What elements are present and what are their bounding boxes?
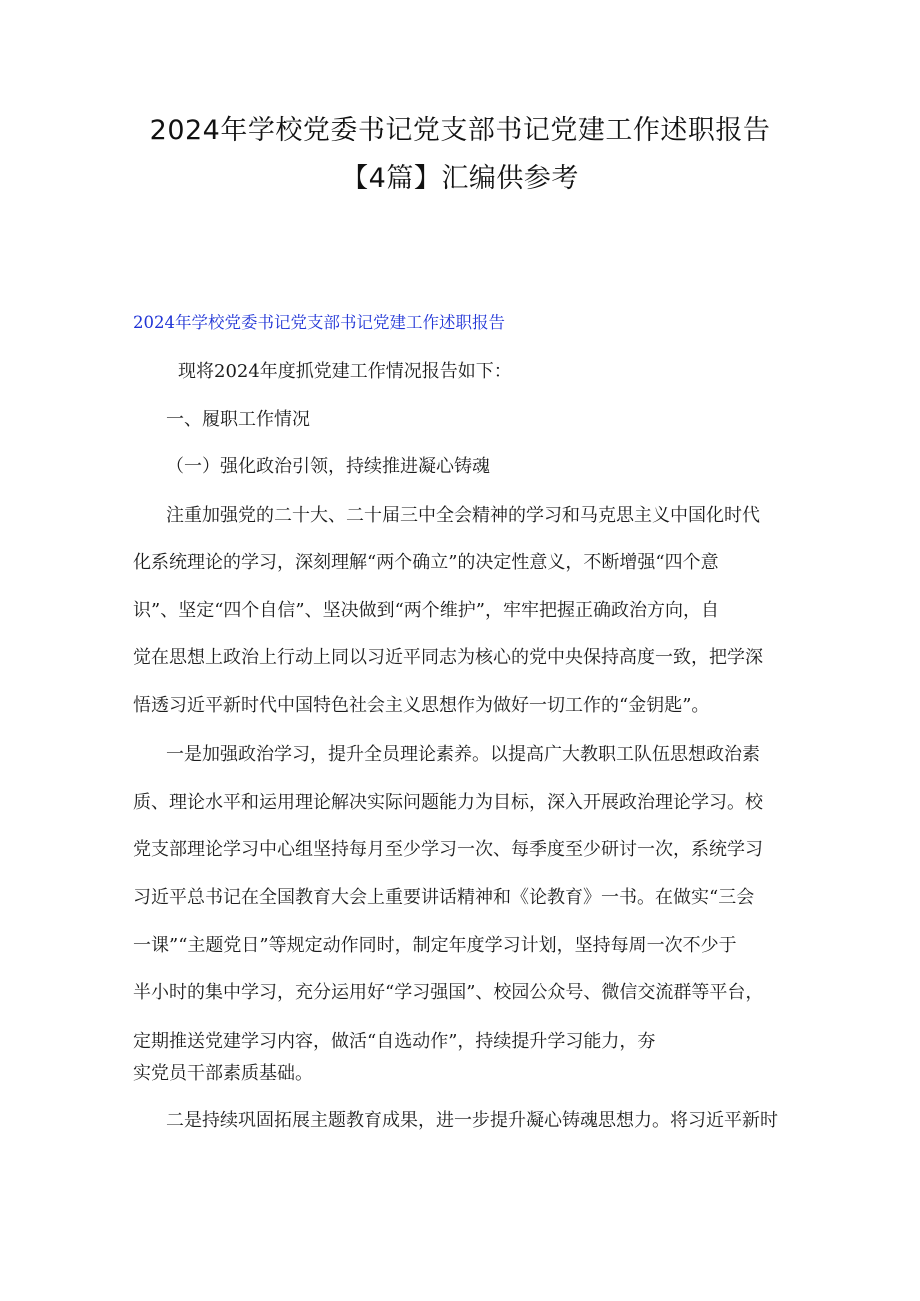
document-title-line-1: 2024年学校党委书记党支部书记党建工作述职报告	[149, 115, 771, 146]
body-line: 党支部理论学习中心组坚持每月至少学习一次、每季度至少研讨一次，系统学习	[133, 839, 763, 860]
body-line: 习近平总书记在全国教育大会上重要讲话精神和《论教育》一书。在做实“三会	[133, 887, 755, 908]
body-line: 化系统理论的学习，深刻理解“两个确立”的决定性意义，不断增强“四个意	[133, 552, 719, 573]
body-line: 一是加强政治学习，提升全员理论素养。以提高广大教职工队伍思想政治素	[166, 744, 760, 765]
document-title-line-2: 【4篇】汇编供参考	[341, 163, 579, 194]
body-line: 一课”“主题党日”等规定动作同时，制定年度学习计划，坚持每周一次不少于	[133, 935, 737, 956]
body-line: 一、履职工作情况	[166, 409, 310, 430]
body-line: 觉在思想上政治上行动上同以习近平同志为核心的党中央保持高度一致，把学深	[133, 647, 763, 668]
body-line: 二是持续巩固拓展主题教育成果，进一步提升凝心铸魂思想力。将习近平新时	[166, 1110, 778, 1131]
body-line: 现将2024年度抓党建工作情况报告如下：	[178, 361, 512, 382]
body-line: 质、理论水平和运用理论解决实际问题能力为目标，深入开展政治理论学习。校	[133, 792, 763, 813]
body-line: （一）强化政治引领，持续推进凝心铸魂	[166, 456, 490, 477]
body-line: 识”、坚定“四个自信”、坚决做到“两个维护”，牢牢把握正确政治方向，自	[133, 600, 720, 621]
body-line: 悟透习近平新时代中国特色社会主义思想作为做好一切工作的“金钥匙”。	[133, 695, 710, 716]
body-line: 实党员干部素质基础。	[133, 1063, 313, 1084]
body-line: 半小时的集中学习，充分运用好“学习强国”、校园公众号、微信交流群等平台，	[133, 982, 764, 1003]
section-heading-link[interactable]: 2024年学校党委书记党支部书记党建工作述职报告	[133, 313, 505, 332]
body-line: 定期推送党建学习内容，做活“自选动作”，持续提升学习能力，夯	[133, 1031, 656, 1052]
body-line: 注重加强党的二十大、二十届三中全会精神的学习和马克思主义中国化时代	[166, 505, 760, 526]
